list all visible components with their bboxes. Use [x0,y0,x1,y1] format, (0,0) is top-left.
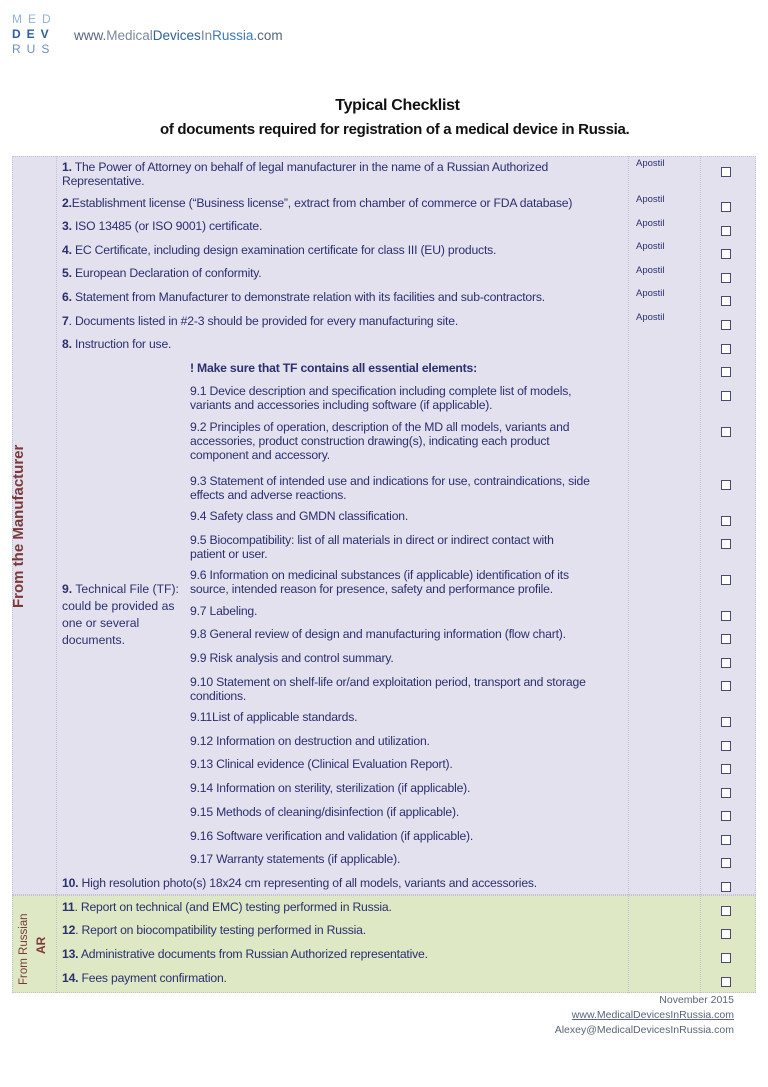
checkbox[interactable] [721,764,731,774]
tf-sub-item [190,781,470,795]
apostil-note: Apostil [636,288,665,299]
logo [12,12,62,62]
logo-line-2: DEV [12,27,55,41]
checkbox[interactable] [721,882,731,892]
item-text: European Declaration of conformity. [71,266,262,280]
item-text: Instruction for use. [71,337,172,351]
section-label-russian: From Russian [18,913,30,985]
list-item [62,196,632,210]
checkbox[interactable] [721,480,731,490]
item-text: Statement from Manufacturer to demonstrate relation with its facilities and sub-contractors. [71,290,545,304]
checkbox[interactable] [721,788,731,798]
item-text: Establishment license (“Business license”, extract from chamber of commerce or FDA database) [71,196,573,210]
section-label-manufacturer: From the Manufacturer [10,444,27,608]
site-prefix: www. [74,28,107,43]
checkbox[interactable] [721,344,731,354]
list-item [62,337,171,351]
sub-item-line: 9.6 Information on medicinal substances (if applicable) identification of its [190,568,569,582]
item-text: The Power of Attorney on behalf of legal manufacturer in the name of a Russian Authorized [71,160,549,174]
sub-item-line: 9.13 Clinical evidence (Clinical Evaluation Report). [190,757,453,771]
sub-item-line: 9.8 General review of design and manufacturing information (flow chart). [190,627,566,641]
checkbox[interactable] [721,611,731,621]
checkbox[interactable] [721,226,731,236]
apostil-note: Apostil [636,194,665,205]
list-item [62,266,261,280]
sub-item-line: 9.1 Device description and specification including complete list of models, [190,384,572,398]
sub-item-line: 9.11List of applicable standards. [190,710,358,724]
tf-sub-item [190,852,400,866]
sub-item-line: 9.4 Safety class and GMDN classification. [190,509,409,523]
item-number: 1. [62,160,72,174]
page-subtitle: of documents required for registration of a medical device in Russia. [160,121,630,138]
checkbox[interactable] [721,202,731,212]
tf-sub-item [190,805,459,819]
sub-item-line: 9.14 Information on sterility, sterilization (if applicable). [190,781,471,795]
checkbox[interactable] [721,858,731,868]
checkbox[interactable] [721,929,731,939]
list-item [62,923,366,937]
site-med: Medical [106,28,153,43]
site-in: In [200,28,213,43]
tf-sub-item [190,604,257,618]
checkbox[interactable] [721,427,731,437]
checkbox[interactable] [721,811,731,821]
list-item [62,947,428,961]
sub-item-line: 9.5 Biocompatibility: list of all materials in direct or indirect contact with [190,533,554,547]
checkbox[interactable] [721,249,731,259]
item-number: 13. [62,947,79,961]
checkbox[interactable] [721,273,731,283]
item-text: . Report on biocompatibility testing performed in Russia. [75,923,366,937]
checkbox[interactable] [721,167,731,177]
checkbox[interactable] [721,634,731,644]
checkbox[interactable] [721,953,731,963]
checkbox[interactable] [721,367,731,377]
item-text: EC Certificate, including design examination certificate for class III (EU) products. [71,243,497,257]
sub-item-line: component and accessory. [190,448,330,462]
item-number: 4. [62,243,72,257]
item-text: Administrative documents from Russian Authorized representative. [78,947,428,961]
item-text: Technical File (TF): could be provided as one or several documents. [62,582,179,647]
sub-item-line: effects and adverse reactions. [190,488,347,502]
footer-date: November 2015 [659,994,734,1006]
item-number: 14. [62,971,79,985]
tf-sub-item [190,734,430,748]
sub-item-line: variants and accessories including software (if applicable). [190,398,493,412]
column-divider [700,156,701,993]
item-number: 10. [62,876,79,890]
checkbox[interactable] [721,391,731,401]
tf-warning: ! Make sure that TF contains all essential elements: [190,361,477,375]
checkbox[interactable] [721,681,731,691]
item-number: 11 [62,900,75,914]
tf-sub-item [190,829,473,843]
item-number: 12 [62,923,76,937]
item-text: ISO 13485 (or ISO 9001) certificate. [71,219,263,233]
tf-sub-item [190,757,453,771]
checkbox[interactable] [721,320,731,330]
sub-item-line: 9.3 Statement of intended use and indications for use, contraindications, side [190,474,590,488]
footer-site-link[interactable]: www.MedicalDevicesInRussia.com [571,1009,734,1021]
sub-item-line: conditions. [190,689,247,703]
section-label-ar: AR [34,936,48,954]
tf-sub-item [190,533,554,561]
tf-sub-item [190,675,586,703]
item-number: 8. [62,337,72,351]
technical-file-label [62,581,180,649]
checkbox[interactable] [721,575,731,585]
item-text: High resolution photo(s) 18x24 cm representing of all models, variants and accessories. [78,876,537,890]
tf-sub-item [190,627,566,641]
sub-item-line: 9.16 Software verification and validation (if applicable). [190,829,474,843]
list-item [62,160,622,188]
checkbox[interactable] [721,296,731,306]
apostil-note: Apostil [636,218,665,229]
item-number: 9. [62,582,73,596]
site-url-header[interactable] [74,28,283,43]
sub-item-line: 9.10 Statement on shelf-life or/and exploitation period, transport and storage [190,675,586,689]
apostil-note: Apostil [636,265,665,276]
column-divider [628,156,629,993]
sub-item-line: patient or user. [190,547,268,561]
page-title: Typical Checklist [335,97,460,114]
checkbox[interactable] [721,977,731,987]
tf-sub-item [190,420,569,462]
sub-item-line: 9.15 Methods of cleaning/disinfection (if applicable). [190,805,460,819]
item-number: 6. [62,290,72,304]
tf-sub-item [190,568,569,596]
checkbox[interactable] [721,835,731,845]
sub-item-line: 9.9 Risk analysis and control summary. [190,651,394,665]
list-item [62,243,496,257]
tf-sub-item [190,384,571,412]
checkbox[interactable] [721,741,731,751]
list-item [62,876,537,890]
item-text: Fees payment confirmation. [78,971,227,985]
list-item [62,900,392,914]
sub-item-line: source, intended reason for presence, safety and performance profile. [190,582,553,596]
checkbox[interactable] [721,717,731,727]
column-divider [56,156,57,993]
item-text: . Report on technical (and EMC) testing performed in Russia. [74,900,392,914]
site-russia: Russia [212,28,254,43]
item-text: . Documents listed in #2-3 should be provided for every manufacturing site. [68,314,459,328]
item-number: 5. [62,266,72,280]
sub-item-line: 9.2 Principles of operation, description of the MD all models, variants and [190,420,570,434]
apostil-note: Apostil [636,241,665,252]
tf-sub-item [190,710,357,724]
sub-item-line: 9.7 Labeling. [190,604,258,618]
list-item [62,290,545,304]
list-item [62,971,227,985]
site-suffix: .com [253,28,283,43]
checkbox[interactable] [721,516,731,526]
tf-sub-item [190,651,394,665]
sub-item-line: accessories, product construction drawing(s), indicating each product [190,434,550,448]
apostil-note: Apostil [636,312,665,323]
list-item [62,219,262,233]
list-item [62,314,458,328]
sub-item-line: 9.12 Information on destruction and utilization. [190,734,430,748]
site-devices: Devices [152,28,201,43]
logo-line-3: RUS [12,42,56,56]
item-number: 2. [62,196,72,210]
footer-email[interactable]: Alexey@MedicalDevicesInRussia.com [554,1024,734,1036]
apostil-note: Apostil [636,158,665,169]
item-number: 7 [62,314,69,328]
tf-sub-item [190,474,590,502]
tf-sub-item [190,509,408,523]
checkbox[interactable] [721,658,731,668]
checkbox[interactable] [721,906,731,916]
item-text-cont: Representative. [62,174,145,188]
logo-line-1: MED [12,12,57,26]
item-number: 3. [62,219,72,233]
sub-item-line: 9.17 Warranty statements (if applicable). [190,852,401,866]
checkbox[interactable] [721,539,731,549]
